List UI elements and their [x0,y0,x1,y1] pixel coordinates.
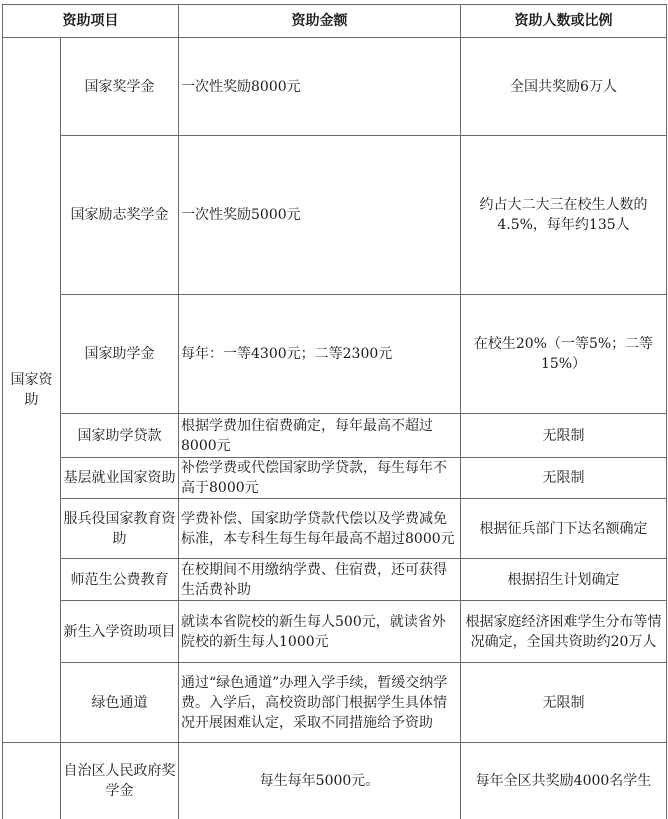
group-regional [3,743,61,819]
table-row [3,743,667,819]
row-amount: 每生每年5000元。 [179,743,461,819]
table-row [3,414,667,458]
row-item: 师范生公费教育 [61,559,179,601]
row-item: 国家奖学金 [61,38,179,136]
table-row [3,499,667,559]
row-item: 自治区人民政府奖学金 [61,743,179,819]
row-amount: 学费补偿、国家助学贷款代偿以及学费减免标准，本专科生每生每年最高不超过8000元 [179,499,461,559]
table-row [3,663,667,743]
table-row [3,559,667,601]
row-count: 无限制 [461,458,667,499]
row-item: 服兵役国家教育资助 [61,499,179,559]
header-amount: 资助金额 [179,5,461,38]
table-row [3,136,667,295]
row-count: 无限制 [461,414,667,458]
row-item: 基层就业国家资助 [61,458,179,499]
row-count: 全国共奖励6万人 [461,38,667,136]
row-count: 每年全区共奖励4000名学生 [461,743,667,819]
row-amount: 一次性奖励8000元 [179,38,461,136]
row-count: 根据招生计划确定 [461,559,667,601]
row-amount: 一次性奖励5000元 [179,136,461,295]
group-national: 国家资助 [3,38,61,743]
table-header-row [3,5,667,38]
row-item: 新生入学资助项目 [61,601,179,663]
table-row [3,458,667,499]
row-count: 在校生20%（一等5%；二等15%） [461,295,667,414]
table-row [3,601,667,663]
row-item: 国家励志奖学金 [61,136,179,295]
row-amount: 通过“绿色通道”办理入学手续，暂缓交纳学费。入学后，高校资助部门根据学生具体情况开展困难认定，采取不同措施给予资助 [179,663,461,743]
row-amount: 就读本省院校的新生每人500元，就读省外院校的新生每人1000元 [179,601,461,663]
row-amount: 根据学费加住宿费确定，每年最高不超过8000元 [179,414,461,458]
row-count: 无限制 [461,663,667,743]
row-amount: 补偿学费或代偿国家助学贷款，每生每年不高于8000元 [179,458,461,499]
table-row [3,295,667,414]
row-amount: 每年：一等4300元；二等2300元 [179,295,461,414]
header-item: 资助项目 [3,5,179,38]
row-item: 绿色通道 [61,663,179,743]
row-item: 国家助学金 [61,295,179,414]
funding-table [2,4,667,819]
row-item: 国家助学贷款 [61,414,179,458]
row-count: 约占大二大三在校生人数的4.5%，每年约135人 [461,136,667,295]
row-count: 根据征兵部门下达名额确定 [461,499,667,559]
header-count: 资助人数或比例 [461,5,667,38]
table-row [3,38,667,136]
row-amount: 在校期间不用缴纳学费、住宿费，还可获得生活费补助 [179,559,461,601]
row-count: 根据家庭经济困难学生分布等情况确定，全国共资助约20万人 [461,601,667,663]
